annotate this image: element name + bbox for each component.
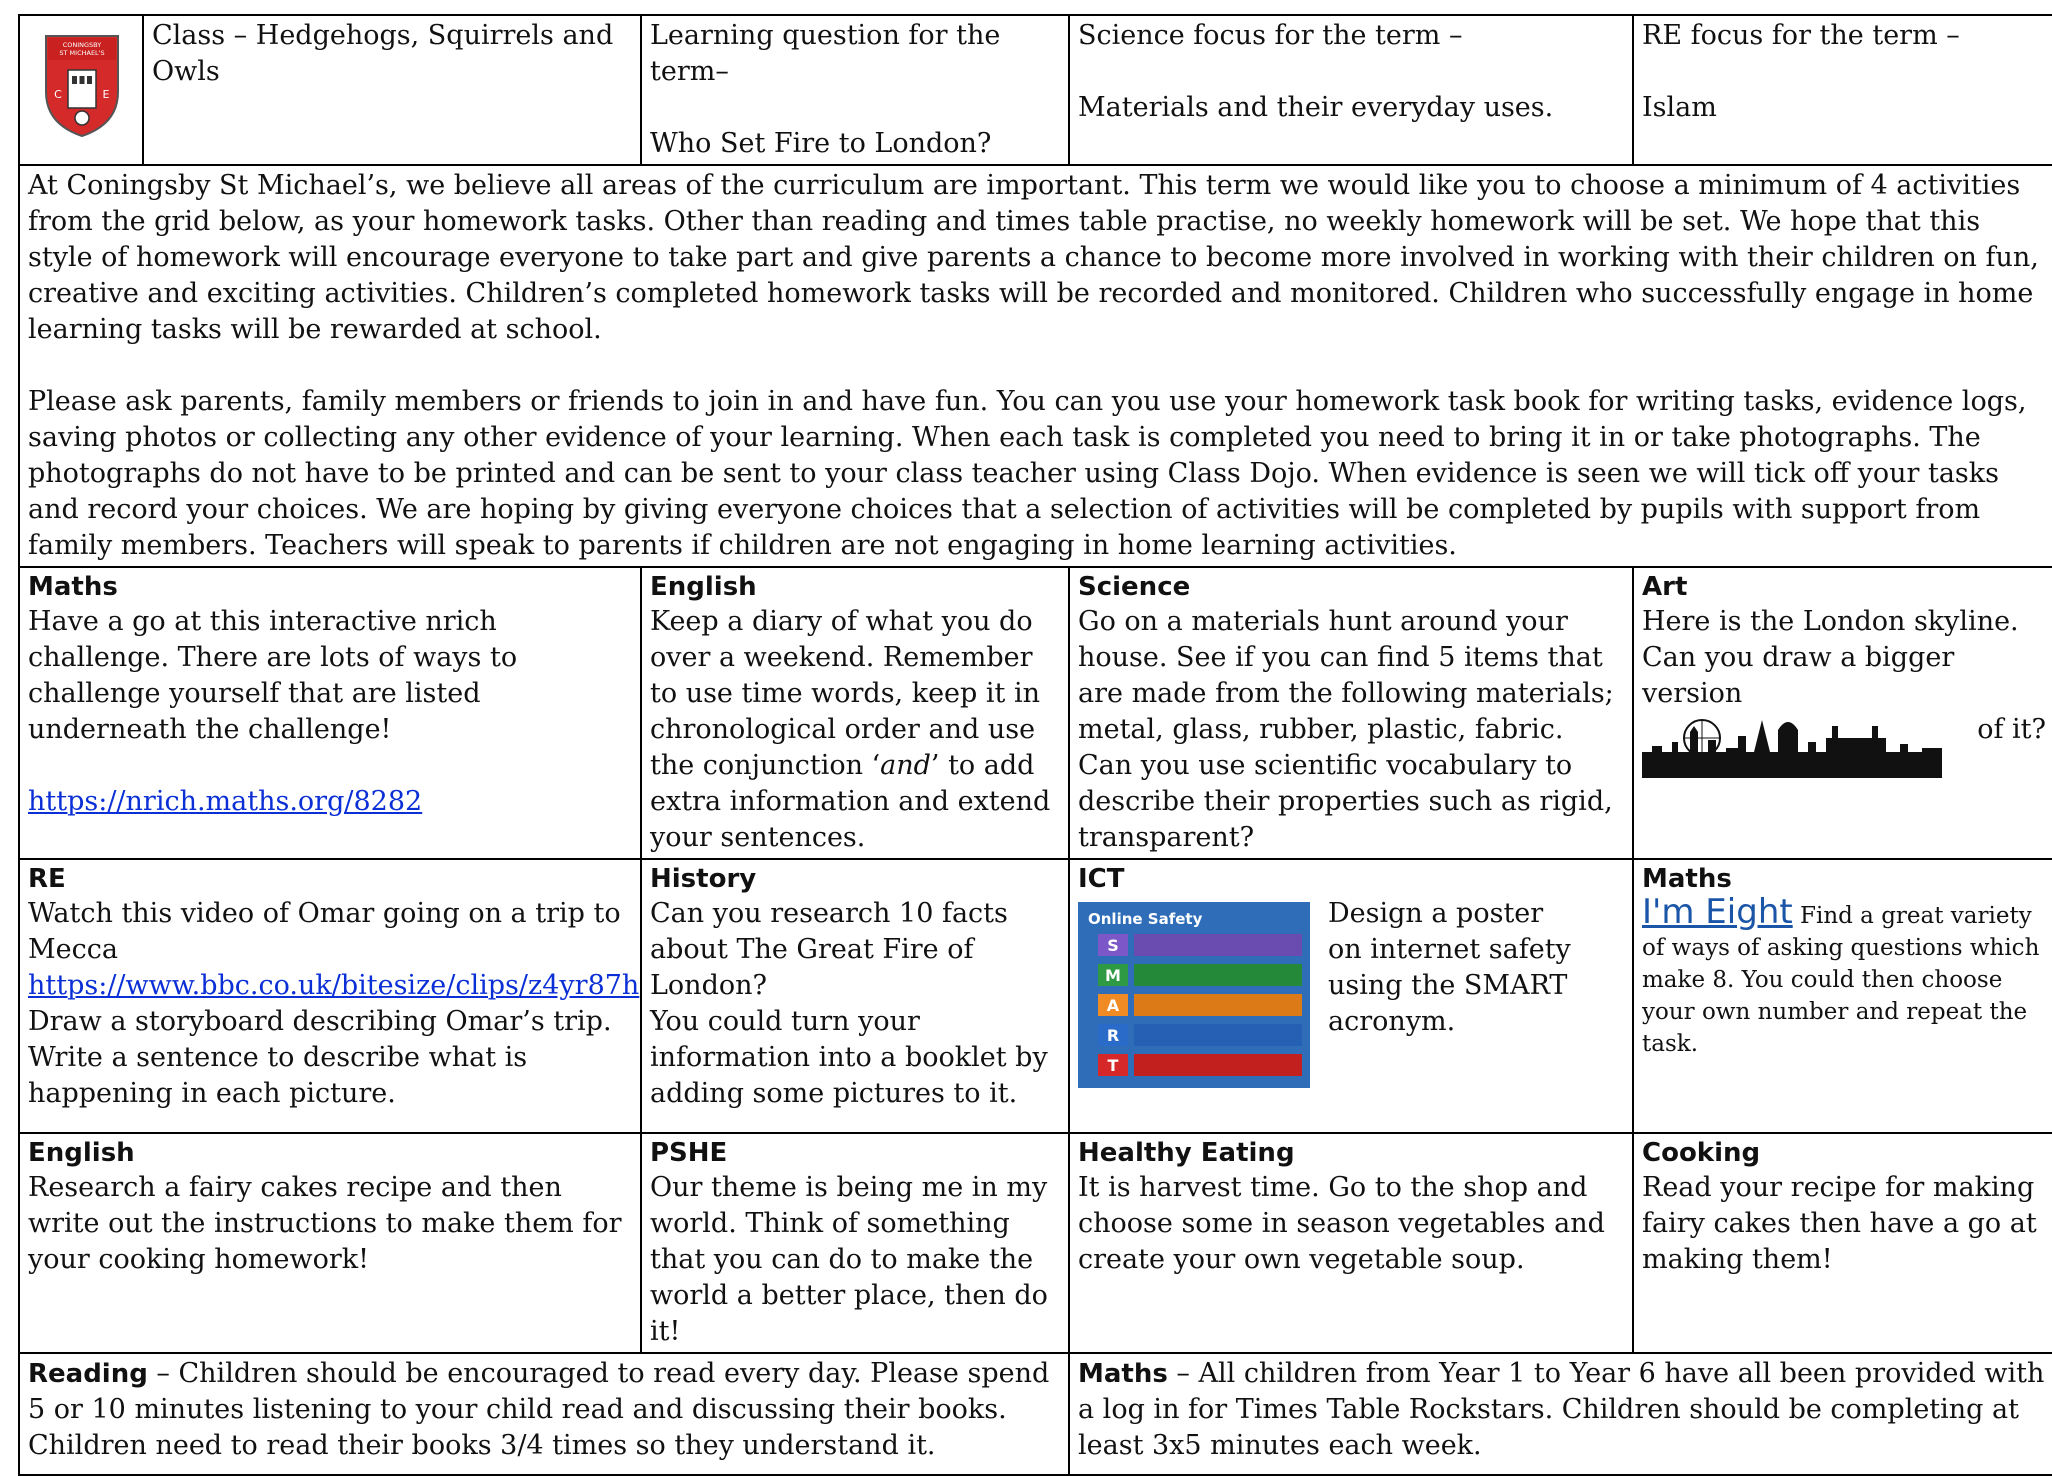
svg-text:T: T	[1107, 1056, 1119, 1075]
maths-footer-cell	[1069, 1353, 2052, 1475]
footer-row	[19, 1353, 2052, 1475]
london-skyline-image	[1642, 712, 1942, 778]
maths-eight-title: Maths	[1642, 864, 1732, 894]
english-title: English	[650, 572, 757, 602]
online-safety-poster-image	[1078, 902, 1310, 1088]
cooking-title: Cooking	[1642, 1138, 1761, 1168]
english-recipe-title: English	[28, 1138, 135, 1168]
history-text-b: You could turn your information into a booklet by adding some pictures to it.	[650, 1006, 1048, 1109]
learning-question-cell	[641, 15, 1069, 165]
art-text-end: of it?	[1977, 714, 2046, 745]
maths-activity-cell	[19, 567, 641, 859]
svg-text:M: M	[1105, 966, 1121, 985]
healthy-eating-title: Healthy Eating	[1078, 1138, 1295, 1168]
english-text-b: ’ to add extra information and extend your sentences.	[650, 750, 1051, 853]
healthy-eating-text: It is harvest time. Go to the shop and choose some in season vegetables and create your own vegetable soup.	[1078, 1172, 1605, 1275]
art-activity-cell	[1633, 567, 2052, 859]
science-text: Go on a materials hunt around your house. See if you can find 5 items that are made from the following materials; metal, glass, rubber, plastic, fabric. Can you use scientific vocabulary to describe their properties such as rigid, transparent?	[1078, 606, 1614, 853]
svg-text:C: C	[54, 88, 62, 101]
english-text	[650, 604, 1062, 856]
science-focus-label: Science focus for the term –	[1078, 20, 1463, 51]
reading-text: – Children should be encouraged to read every day. Please spend 5 or 10 minutes listening to your child read and discussing their books. Children need to read their books 3/4 times so they understand it.	[28, 1358, 1050, 1461]
science-focus-cell	[1069, 15, 1633, 165]
activity-row-1	[19, 567, 2052, 859]
re-text-b: Draw a storyboard describing Omar’s trip. Write a sentence to describe what is happening in each picture.	[28, 1006, 612, 1109]
pshe-title: PSHE	[650, 1138, 728, 1168]
history-title: History	[650, 864, 757, 894]
re-focus-label: RE focus for the term –	[1642, 20, 1960, 51]
svg-text:R: R	[1106, 1026, 1120, 1045]
maths-text: Have a go at this interactive nrich challenge. There are lots of ways to challenge yourself that are listed underneath the challenge!	[28, 606, 518, 745]
svg-text:Online Safety: Online Safety	[1088, 910, 1203, 928]
intro-paragraph-1: At Coningsby St Michael’s, we believe all areas of the curriculum are important. This term we would like you to choose a minimum of 4 activities from the grid below, as your homework tasks. Other than reading and times table practise, no weekly homework will be set. We hope that this style of homework will encourage everyone to take part and give parents a chance to become more involved in working with their children on fun, creative and exciting activities. Children’s completed homework tasks will be recorded and monitored. Children who successfully engage in home learning tasks will be rewarded at school.	[28, 170, 2039, 345]
cooking-activity-cell	[1633, 1133, 2052, 1353]
intro-cell	[19, 165, 2052, 567]
class-label: Class – Hedgehogs, Squirrels and Owls	[152, 20, 614, 87]
science-focus-topic: Materials and their everyday uses.	[1078, 92, 1554, 123]
healthy-eating-activity-cell	[1069, 1133, 1633, 1353]
history-activity-cell	[641, 859, 1069, 1133]
svg-text:A: A	[1106, 996, 1120, 1015]
activity-row-2	[19, 859, 2052, 1133]
maths-title: Maths	[28, 572, 118, 602]
ict-title: ICT	[1078, 864, 1125, 894]
nrich-link[interactable]: https://nrich.maths.org/8282	[28, 786, 423, 817]
re-text-a: Watch this video of Omar going on a trip to Mecca	[28, 898, 621, 965]
history-text-a: Can you research 10 facts about The Great Fire of London?	[650, 898, 1008, 1001]
svg-text:CONINGSBY: CONINGSBY	[62, 41, 102, 49]
re-title: RE	[28, 864, 66, 894]
header-row	[19, 15, 2052, 165]
school-badge-cell	[19, 15, 143, 165]
re-focus-cell	[1633, 15, 2052, 165]
english-recipe-cell	[19, 1133, 641, 1353]
pshe-activity-cell	[641, 1133, 1069, 1353]
maths-eight-activity-cell	[1633, 859, 2052, 1133]
english-recipe-text: Research a fairy cakes recipe and then write out the instructions to make them for your cooking homework!	[28, 1172, 622, 1275]
intro-row	[19, 165, 2052, 567]
class-cell	[143, 15, 641, 165]
svg-text:ST MICHAEL'S: ST MICHAEL'S	[59, 49, 105, 57]
learning-question: Who Set Fire to London?	[650, 128, 992, 159]
re-focus-topic: Islam	[1642, 92, 1717, 123]
art-title: Art	[1642, 572, 1688, 602]
svg-text:S: S	[1107, 936, 1119, 955]
english-text-em: and	[880, 750, 931, 781]
reading-footer-cell	[19, 1353, 1069, 1475]
english-text-a: Keep a diary of what you do over a weekend. Remember to use time words, keep it in chronological order and use the conjunction ‘	[650, 606, 1040, 781]
maths-footer-title: Maths	[1078, 1359, 1168, 1389]
im-eight-link[interactable]: I'm Eight	[1642, 892, 1793, 932]
reading-title: Reading	[28, 1359, 148, 1389]
english-activity-cell	[641, 567, 1069, 859]
cooking-text: Read your recipe for making fairy cakes then have a go at making them!	[1642, 1172, 2037, 1275]
learning-question-label: Learning question for the term–	[650, 20, 1001, 87]
svg-text:E: E	[102, 88, 110, 101]
activity-row-3	[19, 1133, 2052, 1353]
science-title: Science	[1078, 572, 1191, 602]
art-text: Here is the London skyline. Can you draw a bigger version	[1642, 606, 2019, 709]
re-activity-cell	[19, 859, 641, 1133]
bbc-bitesize-link[interactable]: https://www.bbc.co.uk/bitesize/clips/z4yr87h	[28, 970, 640, 1001]
pshe-text: Our theme is being me in my world. Think of something that you can do to make the world a better place, then do it!	[650, 1172, 1048, 1347]
homework-grid	[18, 14, 2052, 1476]
school-badge-icon	[42, 32, 122, 138]
ict-activity-cell	[1069, 859, 1633, 1133]
intro-paragraph-2: Please ask parents, family members or friends to join in and have fun. You can you use your homework task book for writing tasks, evidence logs, saving photos or collecting any other evidence of your learning. When each task is completed you need to bring it in or take photographs. The photographs do not have to be printed and can be sent to your class teacher using Class Dojo. When evidence is seen we will tick off your tasks and record your choices. We are hoping by giving everyone choices that a selection of activities will be completed by pupils with support from family members. Teachers will speak to parents if children are not engaging in home learning activities.	[28, 386, 2027, 561]
maths-footer-text: – All children from Year 1 to Year 6 have all been provided with a log in for Times Table Rockstars. Children should be completing at least 3x5 minutes each week.	[1078, 1358, 2045, 1461]
science-activity-cell	[1069, 567, 1633, 859]
maths-eight-text: Find a great variety of ways of asking questions which make 8. You could then choose your own number and repeat the task.	[1642, 903, 2040, 1057]
ict-text: Design a poster on internet safety using the SMART acronym.	[1328, 898, 1571, 1037]
